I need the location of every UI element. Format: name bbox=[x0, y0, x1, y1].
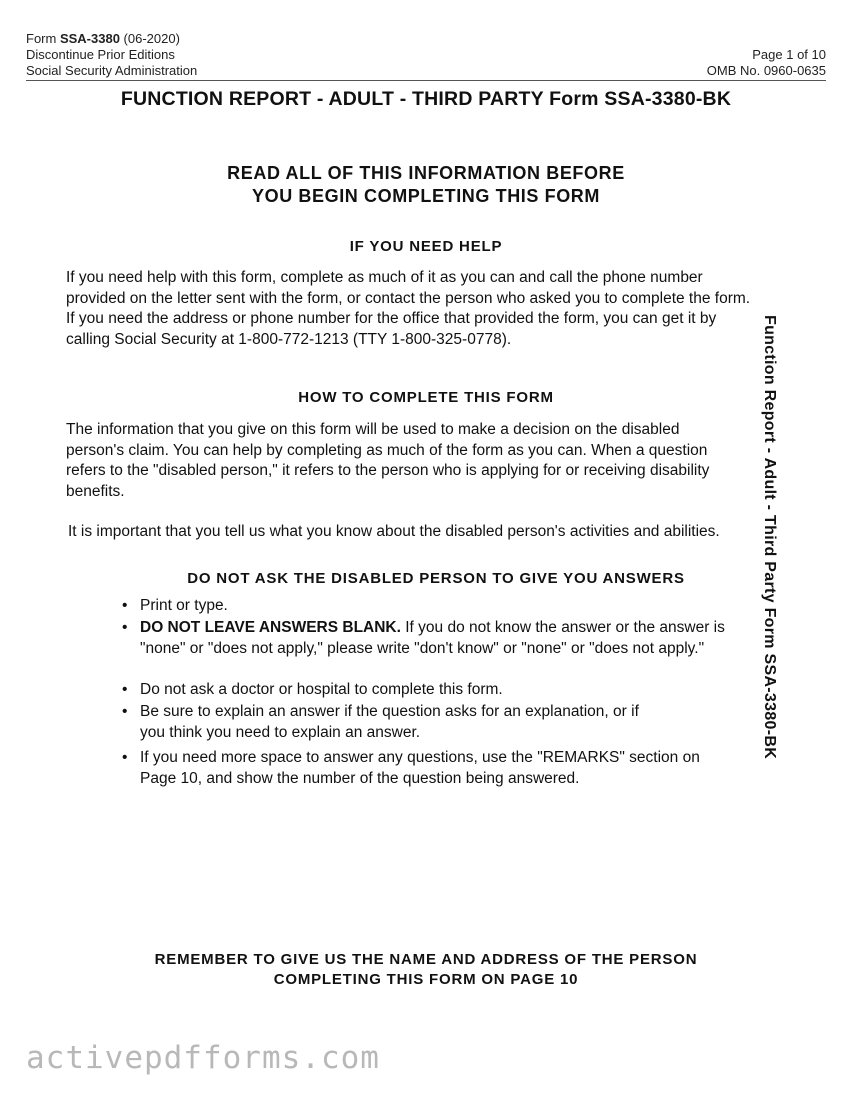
important-text: It is important that you tell us what you know about the disabled person's activities and abilities. bbox=[68, 523, 720, 540]
discontinue-note: Discontinue Prior Editions bbox=[26, 47, 175, 62]
watermark: activepdfforms.com bbox=[26, 1040, 380, 1076]
read-all-notice: READ ALL OF THIS INFORMATION BEFORE YOU BEGIN COMPLETING THIS FORM bbox=[227, 163, 625, 206]
agency-name: Social Security Administration bbox=[26, 63, 198, 78]
how-heading: HOW TO COMPLETE THIS FORM bbox=[298, 389, 554, 406]
list-item: • Print or type. bbox=[122, 597, 228, 614]
how-text: The information that you give on this form will be used to make a decision on the disabled person's claim. You can help by completing as much of the form as you can. When a question refers to the "disabled person," it refers to the person who is applying for or receiving disability benefits. bbox=[66, 421, 710, 500]
side-form-label: Function Report - Adult - Third Party Form SSA-3380-BK bbox=[761, 315, 778, 760]
remember-notice: REMEMBER TO GIVE US THE NAME AND ADDRESS OF THE PERSON COMPLETING THIS FORM ON PAGE 10 bbox=[154, 951, 698, 988]
header-divider bbox=[26, 80, 826, 81]
form-number: SSA-3380 bbox=[59, 31, 120, 46]
page-title: FUNCTION REPORT - ADULT - THIRD PARTY Form SSA-3380-BK bbox=[120, 88, 732, 110]
page-number: Page 1 of 10 bbox=[752, 47, 826, 62]
list-item: • DO NOT LEAVE ANSWERS BLANK. If you do not know the answer or the answer is "none" or "does not apply," please write "don't know" or "none" or "does not apply." bbox=[122, 619, 725, 657]
omb-number: OMB No. 0960-0635 bbox=[706, 63, 826, 78]
list-item: • Be sure to explain an answer if the question asks for an explanation, or if you think you need to explain an answer. bbox=[122, 703, 639, 741]
help-heading: IF YOU NEED HELP bbox=[349, 238, 503, 255]
list-item: • Do not ask a doctor or hospital to complete this form. bbox=[122, 681, 503, 698]
help-text: If you need help with this form, complete as much of it as you can and call the phone number provided on the letter sent with the form, or contact the person who asked you to complete the form. If you need the address or phone number for the office that provided the form, you can get it by calling Social Security at 1-800-772-1213 (TTY 1-800-325-0778). bbox=[66, 269, 751, 348]
form-id: Form SSA-3380 (06-2020) bbox=[26, 31, 180, 46]
list-item: • If you need more space to answer any questions, use the "REMARKS" section on Page 10, and show the number of the question being answered. bbox=[122, 749, 700, 787]
do-not-ask-heading: DO NOT ASK THE DISABLED PERSON TO GIVE YOU ANSWERS bbox=[187, 570, 685, 587]
